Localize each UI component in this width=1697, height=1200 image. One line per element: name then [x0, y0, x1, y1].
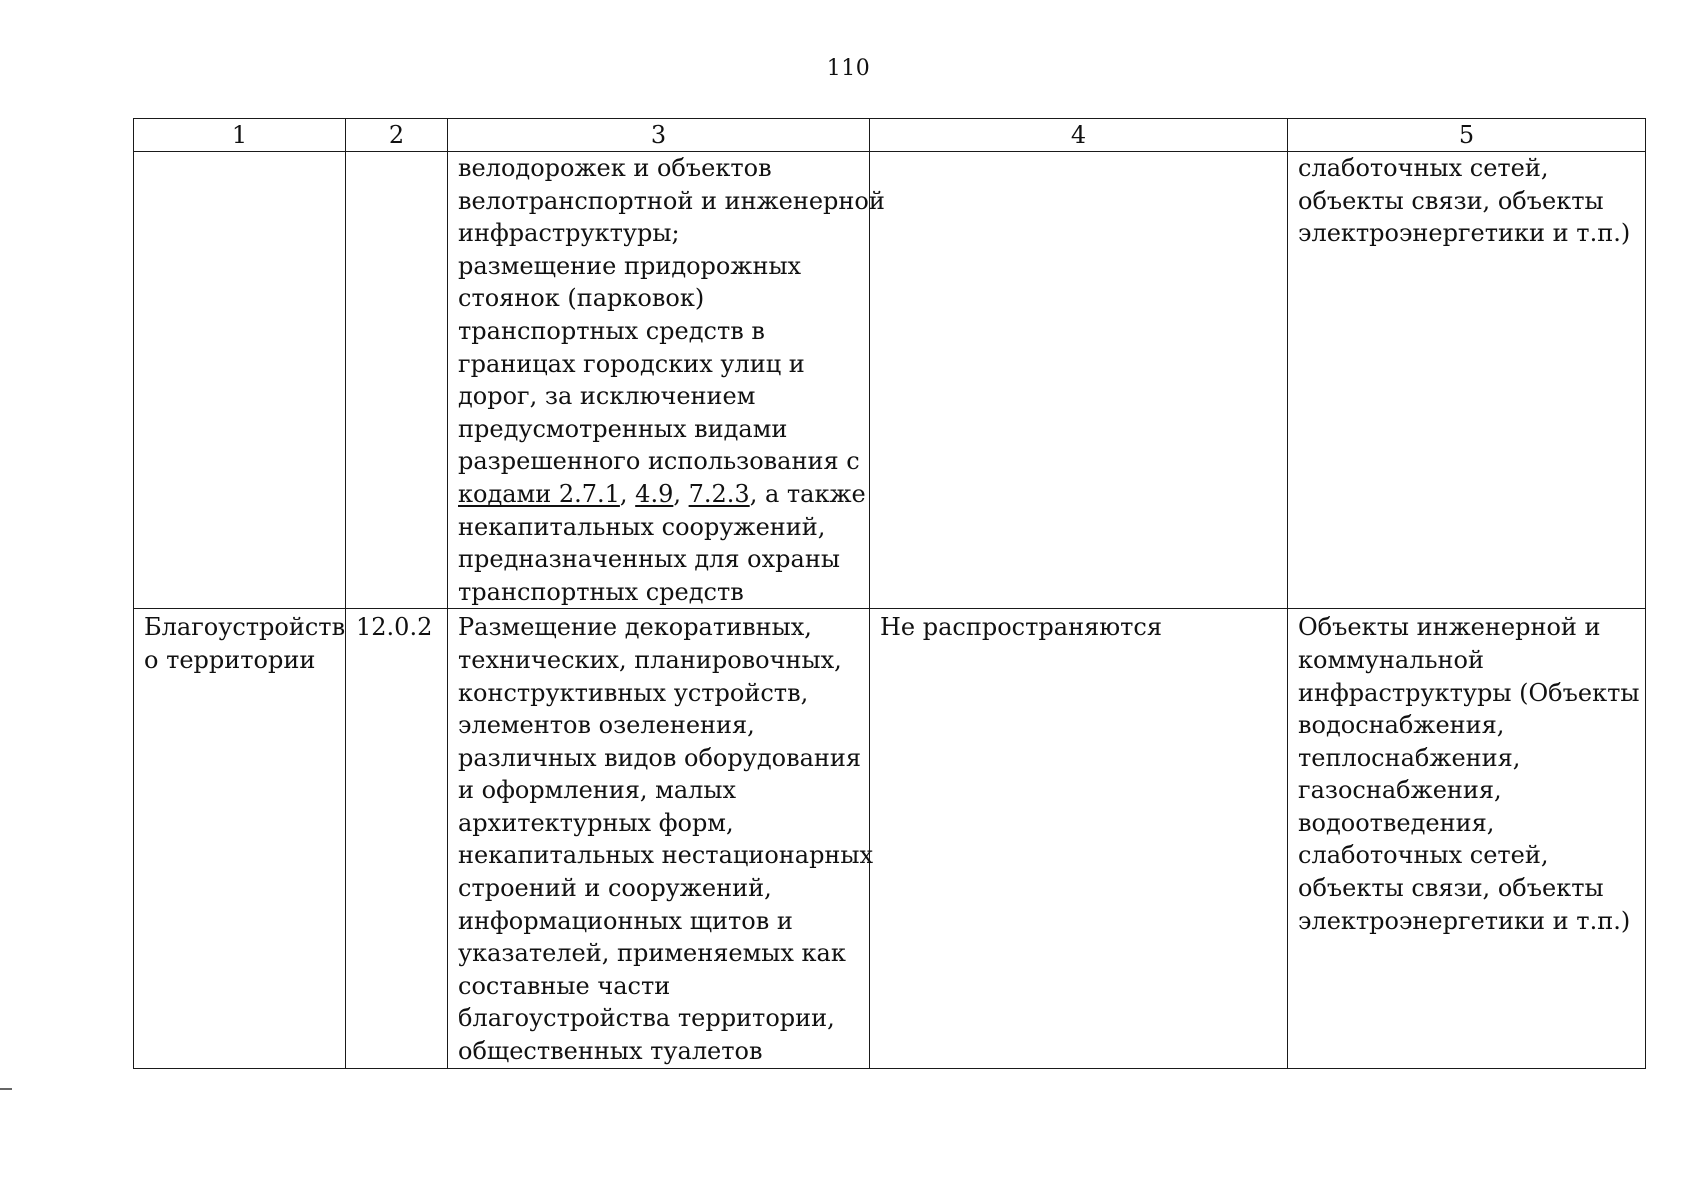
- auxiliary-objects-cell: [1288, 609, 1646, 1068]
- code-link-2-7-1[interactable]: кодами 2.7.1: [458, 479, 620, 508]
- column-header-1: 1: [134, 119, 346, 152]
- description-line: составные части: [458, 971, 671, 1000]
- description-line: велодорожек и объектов: [458, 154, 772, 182]
- codes-separator: ,: [619, 479, 636, 508]
- description-line: предназначенных для охраны: [458, 545, 840, 574]
- objects-line: Объекты инженерной и: [1298, 613, 1601, 642]
- description-line: границах городских улиц и: [458, 349, 805, 378]
- description-line: конструктивных устройств,: [458, 678, 809, 707]
- description-line: некапитальных нестационарных: [458, 841, 874, 870]
- column-header-3: 3: [448, 119, 870, 152]
- description-line: информационных щитов и: [458, 906, 793, 935]
- description-line: транспортных средств в: [458, 316, 765, 345]
- description-line: инфраструктуры;: [458, 219, 680, 248]
- objects-line: инфраструктуры (Объекты: [1298, 678, 1640, 707]
- use-type-code-cell: 12.0.2: [346, 609, 448, 1068]
- continued-col4-cell: [870, 152, 1288, 609]
- description-line: технических, планировочных,: [458, 645, 842, 674]
- objects-line: объекты связи, объекты: [1298, 874, 1604, 903]
- objects-line: теплоснабжения,: [1298, 743, 1521, 772]
- land-use-table: [133, 118, 1646, 1069]
- table-row-continued: [134, 152, 1646, 609]
- objects-line: водоотведения,: [1298, 808, 1495, 837]
- description-line: велотранспортной и инженерной: [458, 186, 885, 215]
- column-header-4: 4: [870, 119, 1288, 152]
- column-header-2: 2: [346, 119, 448, 152]
- use-type-name-line: о территории: [144, 645, 316, 674]
- objects-line: коммунальной: [1298, 645, 1484, 674]
- page-number: 110: [826, 56, 871, 81]
- use-type-description-cell: [448, 609, 874, 1068]
- objects-line: газоснабжения,: [1298, 776, 1502, 805]
- codes-tail: , а также: [749, 479, 866, 508]
- description-line: предусмотренных видами: [458, 414, 788, 443]
- code-link-4-9[interactable]: 4.9: [635, 479, 674, 508]
- scan-edge-mark: [0, 1088, 12, 1090]
- objects-line: электроэнергетики и т.п.): [1298, 906, 1631, 935]
- description-line: различных видов оборудования: [458, 743, 862, 772]
- objects-line: водоснабжения,: [1298, 711, 1505, 740]
- description-line: указателей, применяемых как: [458, 939, 846, 968]
- description-line: архитектурных форм,: [458, 808, 734, 837]
- objects-line: слаботочных сетей,: [1298, 154, 1549, 182]
- objects-line: слаботочных сетей,: [1298, 841, 1549, 870]
- description-line: дорог, за исключением: [458, 382, 756, 411]
- description-line: размещение придорожных: [458, 251, 802, 280]
- description-line: транспортных средств: [458, 577, 744, 606]
- description-line: разрешенного использования с: [458, 447, 860, 476]
- description-line: некапитальных сооружений,: [458, 512, 826, 541]
- description-line: элементов озеленения,: [458, 711, 755, 740]
- continued-objects-cell: [1288, 152, 1646, 609]
- parameters-cell: Не распространяются: [870, 609, 1288, 1068]
- codes-separator: ,: [673, 479, 689, 508]
- continued-col2-cell: [346, 152, 448, 609]
- description-line: общественных туалетов: [458, 1037, 763, 1066]
- description-line: Размещение декоративных,: [458, 613, 812, 642]
- use-type-name-cell: [134, 609, 346, 1068]
- use-type-name-line: Благоустройств: [144, 613, 346, 642]
- objects-line: объекты связи, объекты: [1298, 186, 1604, 215]
- table-row-landscaping: [134, 609, 1646, 1068]
- code-link-7-2-3[interactable]: 7.2.3: [688, 479, 750, 508]
- table-header-row: [134, 119, 1646, 152]
- continued-col1-cell: [134, 152, 346, 609]
- description-line: и оформления, малых: [458, 776, 737, 805]
- codes-line: [458, 478, 866, 511]
- description-line: строений и сооружений,: [458, 874, 772, 903]
- continued-description-cell: [448, 152, 885, 609]
- description-line: благоустройства территории,: [458, 1004, 835, 1033]
- column-header-5: 5: [1288, 119, 1646, 152]
- objects-line: электроэнергетики и т.п.): [1298, 219, 1631, 248]
- description-line: стоянок (парковок): [458, 284, 705, 313]
